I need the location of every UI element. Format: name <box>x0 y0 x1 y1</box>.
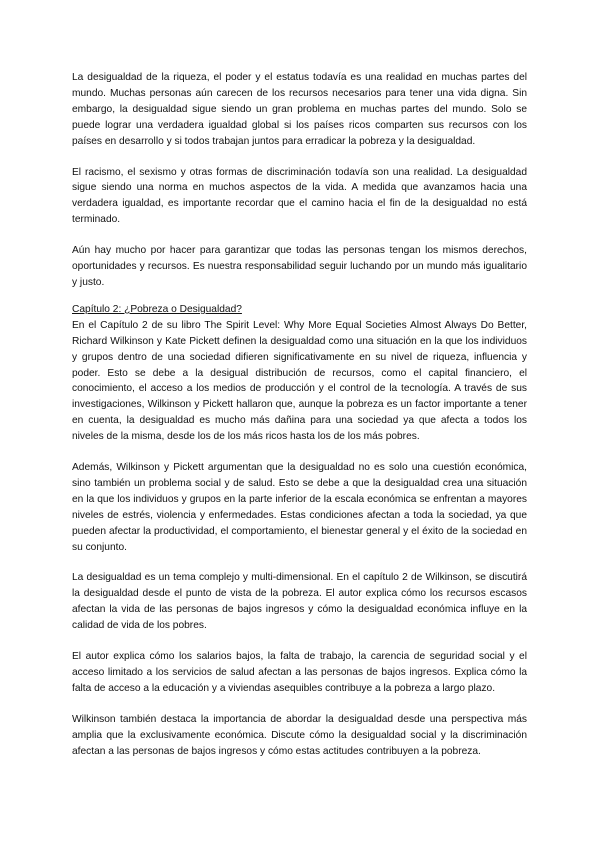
document-page <box>72 70 527 775</box>
chapter-heading: Capítulo 2: ¿Pobreza o Desigualdad? <box>72 303 242 315</box>
paragraph-social-health: Además, Wilkinson y Pickett argumentan que la desigualdad no es solo una cuestión económica, sino también un problema social y de salud. Esto se debe a que la desigualdad crea una situación en la que los individuos y grupos en la parte inferior de la escala económica se enfrentan a mayores niveles de estrés, violencia y enfermedades. Estas condiciones afectan a toda la sociedad, ya que pueden afectar la productividad, el comportamiento, el bienestar general y el éxito de la sociedad en su conjunto. <box>72 462 527 553</box>
paragraph-wealth-inequality: La desigualdad de la riqueza, el poder y el estatus todavía es una realidad en muchas partes del mundo. Muchas personas aún carecen de los recursos necesarios para tener una vida digna. Sin embargo, la desigualdad sigue siendo un gran problema en muchas partes del mundo. Solo se puede lograr una verdadera igualdad global si los países ricos comparten sus recursos con los países en desarrollo y si todos trabajan juntos para erradicar la pobreza y la desigualdad. <box>72 72 527 147</box>
paragraph-broader-perspective: Wilkinson también destaca la importancia de abordar la desigualdad desde una perspectiva más amplia que la exclusivamente económica. Discute cómo la desigualdad social y la discriminación afectan a las personas de bajos ingresos y cómo estas actitudes contribuyen a la pobreza. <box>72 713 527 757</box>
paragraph-responsibility: Aún hay mucho por hacer para garantizar que todas las personas tengan los mismos derechos, oportunidades y recursos. Es nuestra responsabilidad seguir luchando por un mundo más igualitario y justo. <box>72 245 527 288</box>
paragraph-complex-topic: La desigualdad es un tema complejo y multi-dimensional. En el capítulo 2 de Wilkinson, se discutirá la desigualdad desde el punto de vista de la pobreza. El autor explica cómo los recursos escasos afectan la vida de las personas de bajos ingresos y cómo la desigualdad económica influye en la calidad de vida de los pobres. <box>72 572 527 632</box>
paragraph-discrimination: El racismo, el sexismo y otras formas de discriminación todavía son una realidad. La desigualdad sigue siendo una norma en muchos aspectos de la vida. A medida que avanzamos hacia una verdadera igualdad, es importante recordar que el camino hacia el fin de la desigualdad no está terminado. <box>72 166 527 226</box>
paragraph-spirit-level: En el Capítulo 2 de su libro The Spirit Level: Why More Equal Societies Almost Always Do Better, Richard Wilkinson y Kate Pickett definen la desigualdad como una situación en la que los individuos y grupos dentro de una sociedad difieren significativamente en su nivel de riqueza, influencia y poder. Esto se debe a la desigual distribución de recursos, como el capital financiero, el conocimiento, el acceso a los medios de producción y el control de la tecnología. A través de sus investigaciones, Wilkinson y Pickett hallaron que, aunque la pobreza es un factor importante a tener en cuenta, la desigualdad es mucho más dañina para una sociedad ya que afecta a todos los niveles de la misma, desde los de los más ricos hasta los de los más pobres. <box>72 319 527 443</box>
paragraph-low-wages: El autor explica cómo los salarios bajos, la falta de trabajo, la carencia de seguridad social y el acceso limitado a los servicios de salud afectan a las personas de bajos ingresos. Explica cómo la falta de acceso a la educación y a viviendas asequibles contribuye a la pobreza a largo plazo. <box>72 651 527 694</box>
